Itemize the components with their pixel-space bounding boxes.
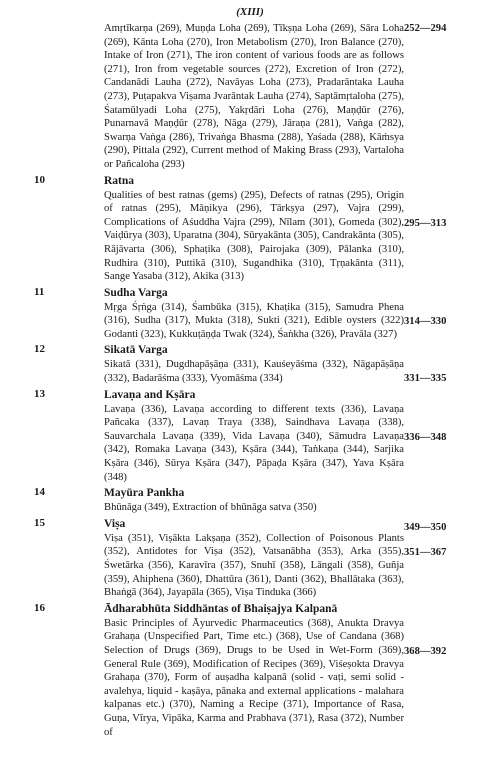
toc-entry-9-cont bbox=[0, 22, 500, 172]
entry-text: Bhūnāga (349), Extraction of bhūnāga satva (350) bbox=[104, 502, 317, 514]
chapter-title: Ādharabhūta Siddhāntas of Bhaiṣajya Kalpanā bbox=[104, 602, 338, 615]
toc-entry-15 bbox=[0, 517, 500, 600]
entry-body bbox=[104, 486, 404, 515]
page-range: 351—367 bbox=[404, 546, 447, 558]
page-range: 314—330 bbox=[404, 315, 447, 327]
entry-text: Sikatā (331), Dugdhapāṣāṇa (331), Kauśeyāśma (332), Nāgapāṣāṇa (332), Badarāśma (333), Vyomāśma (334) bbox=[104, 359, 404, 385]
entry-body bbox=[104, 343, 404, 385]
page-range: 368—392 bbox=[404, 645, 447, 657]
toc-entry-12 bbox=[0, 343, 500, 385]
chapter-number: 14 bbox=[34, 486, 45, 499]
entry-text: Mṛga Śṛṅga (314), Śambūka (315), Khaṭika (315), Samudra Phena (316), Sudha (317), Mukta (318), Sukti (321), Edible oysters (322) Godanti (323), Kukkuṭāṇḍa Twak (324), Śaṅkha (326), Pravāla (327) bbox=[104, 301, 404, 340]
entry-text: Qualities of best ratnas (gems) (295), Defects of ratnas (295), Origin of ratnas (295), Māṇikya (296), Tārkṣya (297), Vajra (299), Complications of Aśuddha Vajra (299), Nīlam (301), Gomeda (302), Vaiḍūrya (303), Uparatna (304), Sūryakānta (305), Candrakānta (305), Rājāvarta (306), Sphaṭika (308), Pairojaka (309), Pālanka (310), Rudhira (310), Puttikā (310), Sugandhika (310), Tṛṇakānta (311), Sange Yasaba (312), Akika (313) bbox=[104, 189, 404, 283]
chapter-title: Viṣa bbox=[104, 517, 126, 530]
chapter-title: Mayūra Pankha bbox=[104, 487, 185, 500]
chapter-number: 11 bbox=[34, 285, 45, 298]
toc-entry-10 bbox=[0, 174, 500, 284]
page-range: 336—348 bbox=[404, 431, 447, 443]
entry-text: Amṛtīkarṇa (269), Muṇḍa Loha (269), Tīkṣṇa Loha (269), Sāra Loha (269), Kānta Loha (270), Iron Metabolism (270), Iron Balance (270), Intake of Iron (271), The iron content of various foods are as follows (271), Iron from vegetable sources (272), Excretion of Iron (272), Candanādi Lauha (272), Navāyas Loha (273), Pradarāntaka Lauha (273), Puṭapakva Viṣama Jvarāntak Lauha (274), Saptāmṛtaloha (275), Śatamūlyadi Loha (275), Yakṛdāri Loha (276), Maṇḍūr (276), Punarnavā Maṇḍūr (278), Nāga (279), Jāraṇa (281), Vaṅga (282), Swarṇa Vaṅga (286), Trivaṅga Bhasma (288), Yaśada (288), Kāṁsya (290), Pittala (292), Current method of Making Brass (293), Vartaloha or Pañcaloha (293) bbox=[104, 23, 404, 170]
entry-text: Lavaṇa (336), Lavaṇa according to different texts (336), Lavaṇa Pañcaka (337), Lavaṇ Traya (338), Saindhava Lavaṇa (338), Sauvarchala Lavaṇa (339), Vida Lavaṇa (340), Sāmudra Lavaṇa (342), Romaka Lavaṇa (343), Kṣāra (344), Taṅkaṇa (344), Sarjika Kṣāra (346), Sūrya Kṣāra (347), Pāpaḍa Kṣāra (347), Yava Kṣāra (348) bbox=[104, 403, 404, 483]
entry-body bbox=[104, 22, 404, 172]
chapter-title: Sudha Varga bbox=[104, 286, 168, 299]
toc-entry-13 bbox=[0, 388, 500, 485]
chapter-number: 16 bbox=[34, 601, 45, 614]
entry-text: Basic Principles of Āyurvedic Pharmaceutics (368), Anukta Dravya Grahaṇa (Unspecified Part, Time etc.) (368), Use of Candana (368) Selection of Drugs (369), Drugs to be Used in Wet-Form (369), General Rule (369), Modification of Recipes (369), Viśeṣokta Dravya Grahaṇa (370), Form of auṣadha kalpanā (solid - vaṭi, semi solid - avalehya, liquid - kaṣāya, pānaka and external applications - malahara kalpanas etc.) (370), Naming a Recipe (371), Importance of Rasa, Guṇa, Vīrya, Vipāka, Karma and Prabhava (371), Rasa (372), Number of bbox=[104, 617, 404, 738]
page-number-header: (XIII) bbox=[236, 6, 264, 18]
toc-entry-11 bbox=[0, 286, 500, 342]
chapter-number: 10 bbox=[34, 173, 45, 186]
entry-body bbox=[104, 174, 404, 284]
entry-body bbox=[104, 602, 404, 739]
toc-entry-16 bbox=[0, 602, 500, 739]
chapter-number: 15 bbox=[34, 516, 45, 529]
entry-body bbox=[104, 517, 404, 600]
entry-body bbox=[104, 286, 404, 342]
toc-list bbox=[0, 22, 500, 741]
chapter-title: Sikatā Varga bbox=[104, 344, 168, 357]
chapter-title: Lavaṇa and Kṣāra bbox=[104, 388, 196, 401]
entry-text: Viṣa (351), Viṣākta Lakṣaṇa (352), Collection of Poisonous Plants (352), Antidotes for Viṣa (352), Vatsanābha (353), Arka (355), Śwetārka (356), Karavīra (357), Snuhī (358), Lāngali (358), Guñja (359), Ahiphena (360), Dhattūra (361), Danti (362), Bhallātaka (363), Bhaṅgā (364), Jayapāla (365), Viṣa Tinduka (366) bbox=[104, 532, 404, 599]
page-range: 252—294 bbox=[404, 23, 447, 34]
page-range: 295—313 bbox=[404, 217, 447, 229]
page-range: 349—350 bbox=[404, 522, 447, 534]
chapter-title: Ratna bbox=[104, 174, 135, 187]
page-range: 331—335 bbox=[404, 373, 447, 385]
entry-body bbox=[104, 388, 404, 485]
chapter-number: 13 bbox=[34, 387, 45, 400]
chapter-number: 12 bbox=[34, 343, 45, 356]
